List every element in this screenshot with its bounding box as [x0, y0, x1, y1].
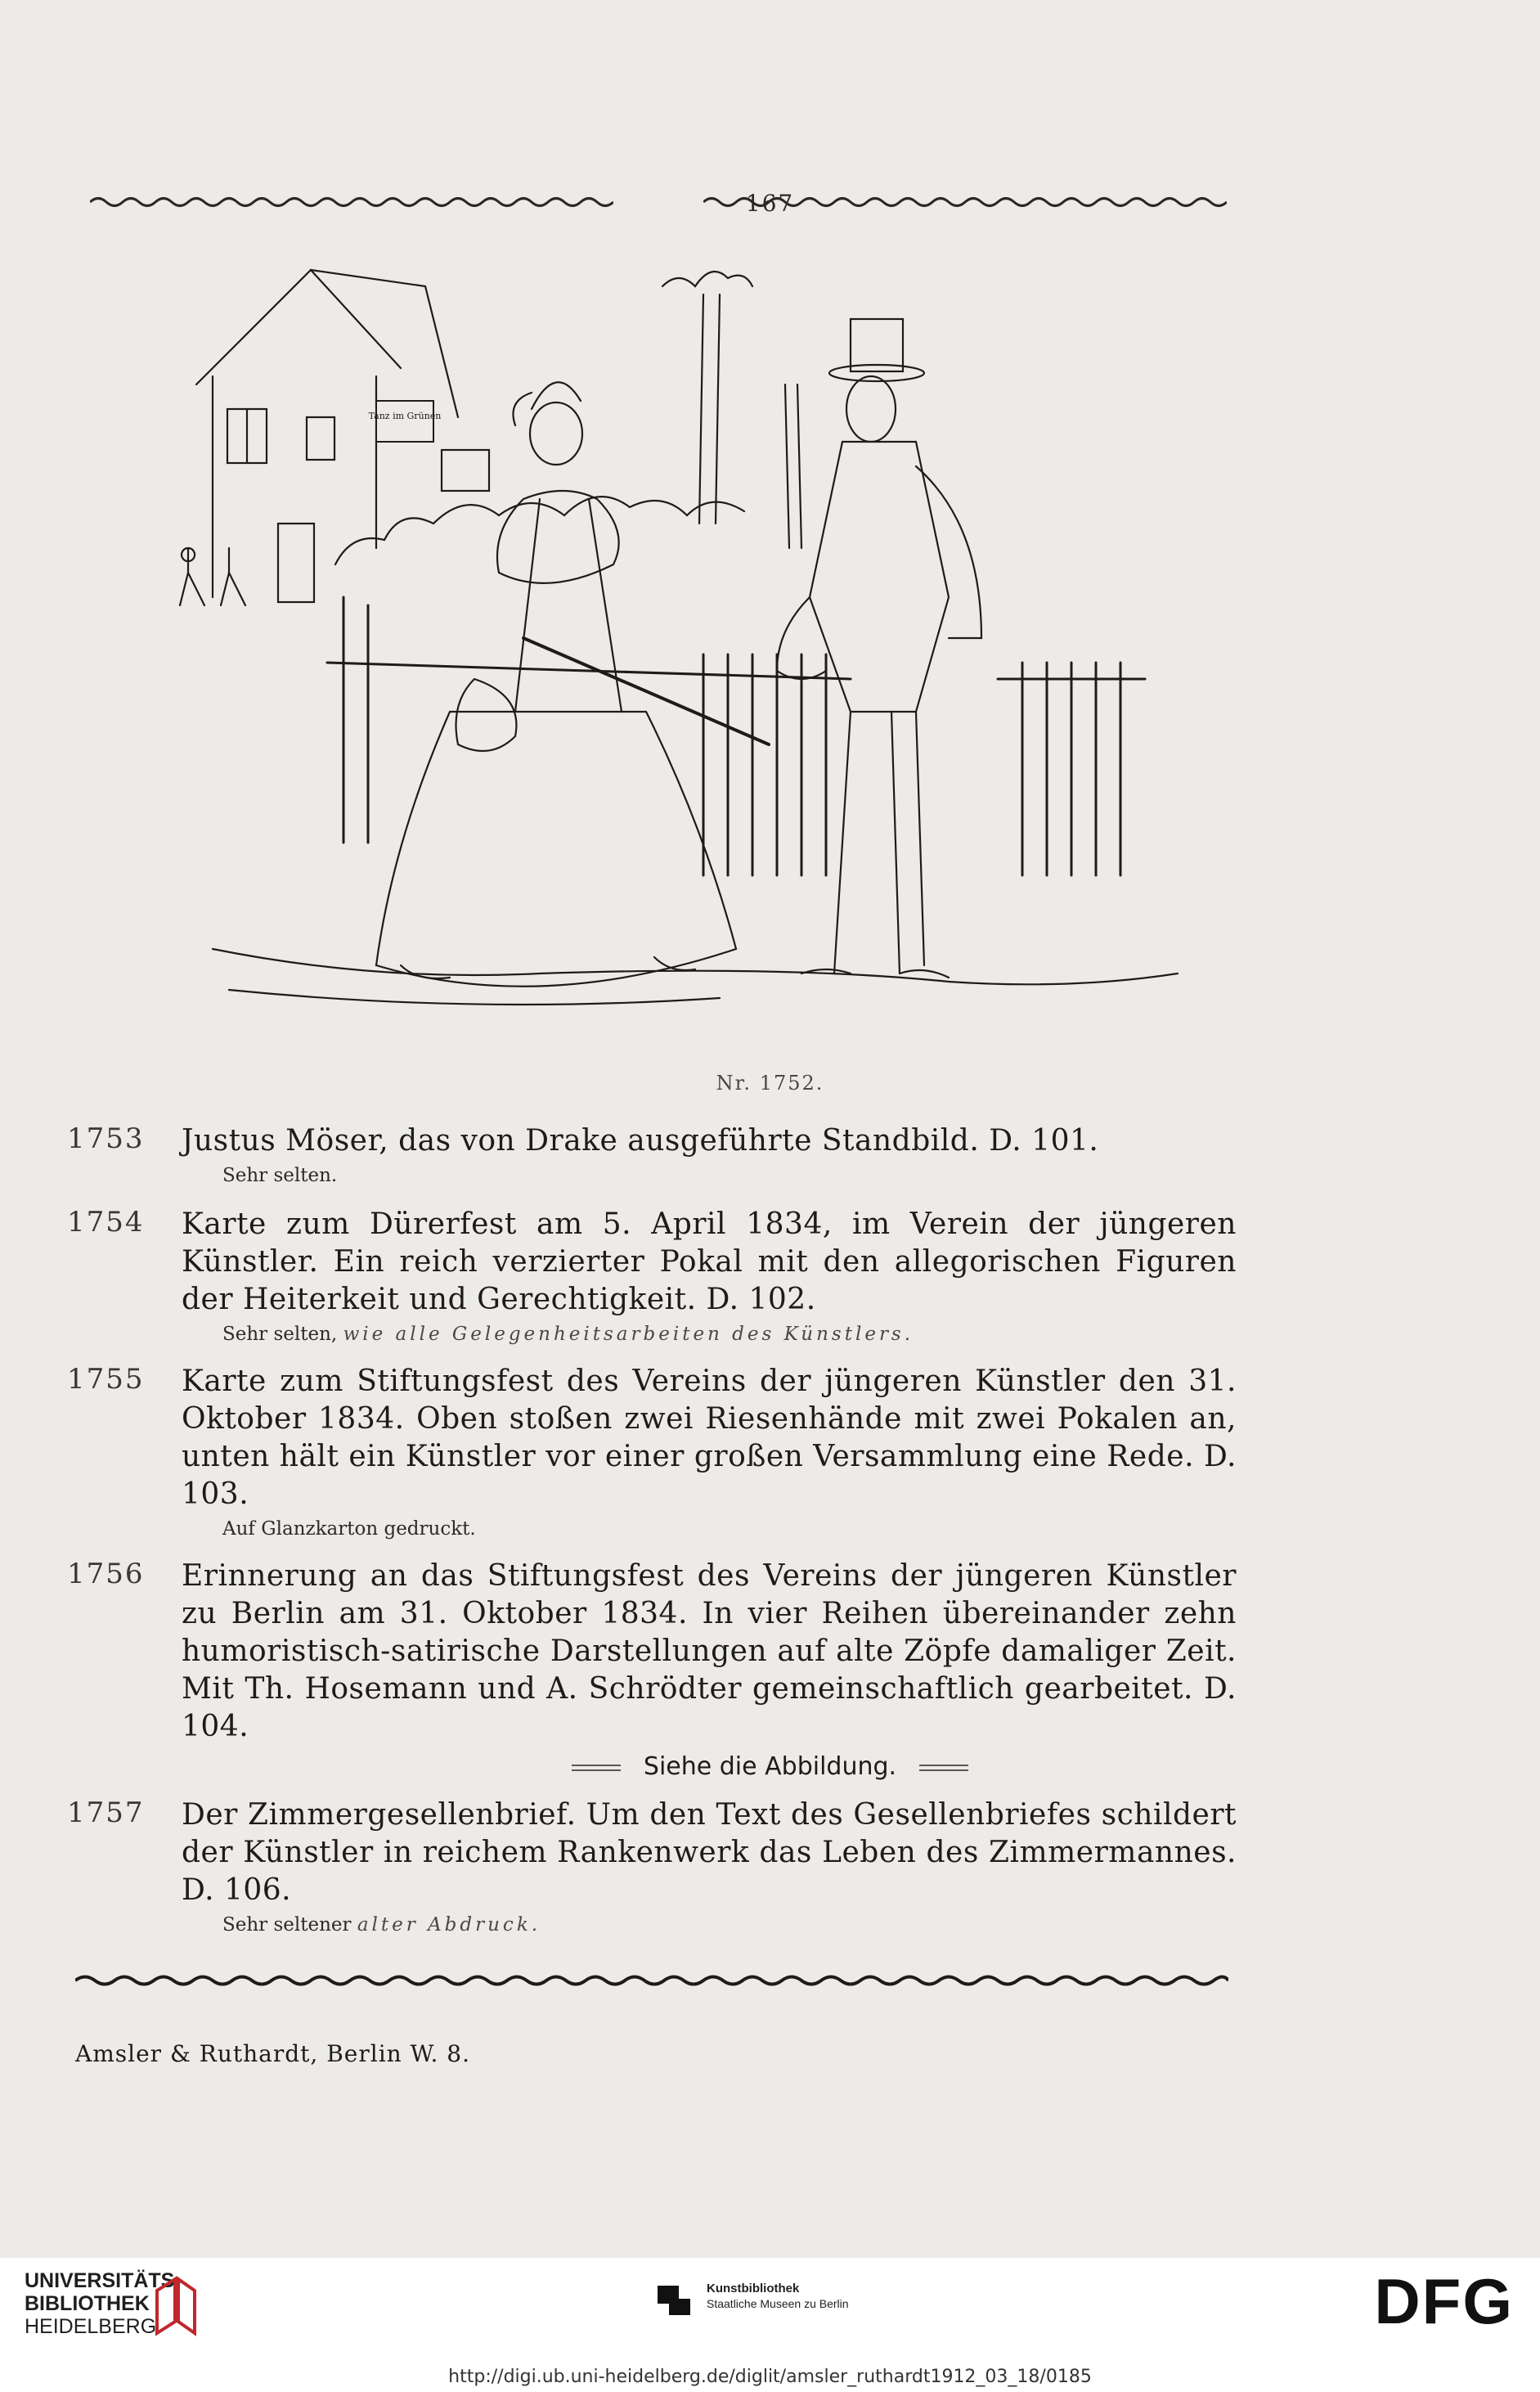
- heidelberg-library-logo[interactable]: UNIVERSITÄTS- BIBLIOTHEK HEIDELBERG: [25, 2269, 182, 2338]
- entry-note: Sehr selten.: [222, 1165, 338, 1186]
- kunstbibliothek-label[interactable]: Kunstbibliothek Staatliche Museen zu Berlin: [707, 2282, 849, 2310]
- kunstbibliothek-logo-icon: [654, 2279, 694, 2318]
- entry-text: Justus Möser, das von Drake ausgeführte Standbild. D. 101.: [182, 1124, 1099, 1158]
- digitization-footer: [0, 2258, 1540, 2392]
- entry-number: 1755: [67, 1363, 145, 1396]
- catalog-entry-1755: [67, 1363, 1237, 1540]
- catalog-entry-1756: [67, 1558, 1237, 1746]
- top-ornament-right: [703, 195, 1227, 209]
- entry-note: Auf Glanzkarton gedruckt.: [222, 1518, 476, 1540]
- page-number: 167: [745, 190, 795, 217]
- entry-note: Sehr selten, wie alle Gelegenheitsarbeiten des Künstlers.: [222, 1324, 914, 1345]
- entry-number: 1754: [67, 1206, 145, 1239]
- entry-text: Karte zum Stiftungsfest des Vereins der jüngeren Künstler den 31. Oktober 1834. Oben stoßen zwei Riesenhände mit zwei Pokalen an, unten hält ein Künstler vor einer großen Versammlung eine Rede. D. 103.: [182, 1365, 1237, 1511]
- library-book-icon: [154, 2276, 198, 2336]
- catalog-entry-1757: [67, 1796, 1237, 1936]
- page-url[interactable]: http://digi.ub.uni-heidelberg.de/diglit/amsler_ruthardt1912_03_18/0185: [448, 2367, 1092, 2387]
- catalog-entry-1753: [67, 1122, 1237, 1186]
- publisher-imprint: Amsler & Ruthardt, Berlin W. 8.: [75, 2040, 471, 2067]
- dfg-logo[interactable]: DFG: [1374, 2265, 1514, 2337]
- catalog-entry-1754: [67, 1206, 1237, 1345]
- entry-text: Erinnerung an das Stiftungsfest des Vereins der jüngeren Künstler zu Berlin am 31. Oktober 1834. In vier Reihen übereinander zehn humoristisch-satirische Darstellungen auf alte Zöpfe damaliger Zeit. Mit Th. Hosemann und A. Schrödter gemeinschaftlich gearbeitet. D. 104.: [182, 1559, 1237, 1743]
- entry-note: Sehr seltener alter Abdruck.: [222, 1914, 541, 1936]
- bottom-ornament: [75, 1973, 1228, 1988]
- entry-number: 1757: [67, 1796, 145, 1829]
- sign-text: Tanz im Grünen: [368, 411, 442, 421]
- entry-number: 1756: [67, 1558, 145, 1590]
- entry-text: Der Zimmergesellenbrief. Um den Text des Gesellenbriefes schildert der Künstler in reichem Rankenwerk das Leben des Zimmermannes. D. 106.: [182, 1798, 1237, 1907]
- entry-number: 1753: [67, 1122, 145, 1155]
- illustration-caption: Nr. 1752.: [716, 1072, 824, 1095]
- see-illustration-note: Siehe die Abbildung.: [0, 1752, 1540, 1781]
- illustration-courting-scene: [131, 254, 1210, 1039]
- entry-text: Karte zum Dürerfest am 5. April 1834, im Verein der jüngeren Künstler. Ein reich verzierter Pokal mit den allegorischen Figuren der Heiterkeit und Gerechtigkeit. D. 102.: [182, 1207, 1237, 1316]
